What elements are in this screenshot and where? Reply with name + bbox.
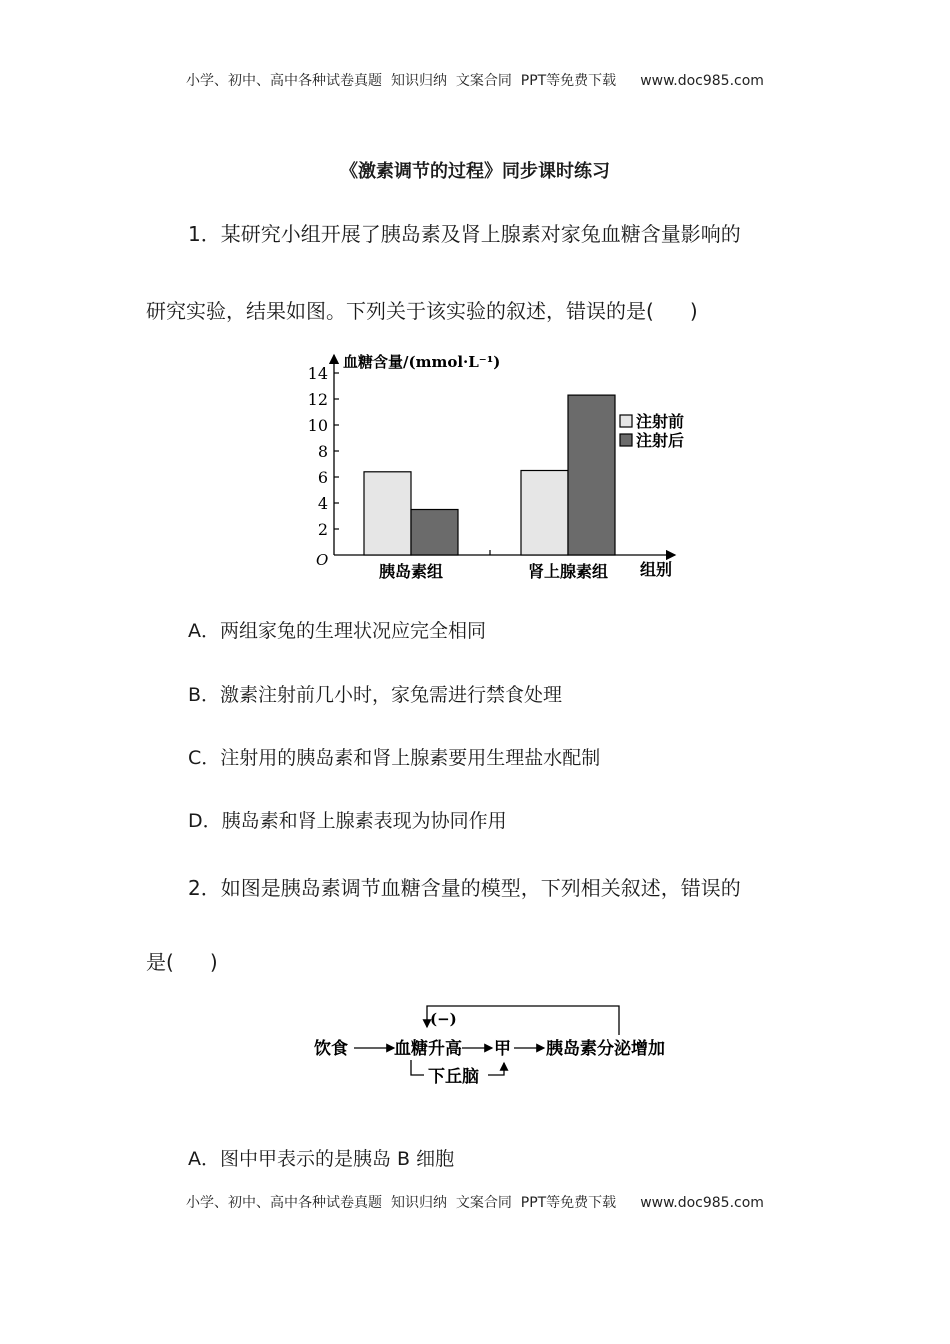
legend-swatch bbox=[620, 434, 632, 446]
legend-label: 注射后 bbox=[636, 431, 685, 450]
question-1-close-paren: ) bbox=[689, 299, 698, 323]
q2-option-a[interactable]: A．图中甲表示的是胰岛 B 细胞 bbox=[188, 1148, 455, 1170]
footer-url[interactable]: www.doc985.com bbox=[640, 1195, 764, 1211]
question-2-stem-end: 是( bbox=[146, 950, 174, 974]
bar-注射前-胰岛素组 bbox=[364, 472, 411, 555]
y-tick-label: 2 bbox=[317, 520, 328, 539]
node-insulin-increase: 胰岛素分泌增加 bbox=[546, 1039, 665, 1059]
arrow-hypothalamus-to-jia bbox=[488, 1063, 504, 1075]
category-label: 胰岛素组 bbox=[378, 562, 444, 581]
q1-option-b[interactable]: B．激素注射前几小时，家兔需进行禁食处理 bbox=[188, 684, 563, 706]
connector-glucose-to-hypothalamus bbox=[411, 1060, 424, 1075]
node-blood-glucose-rise: 血糖升高 bbox=[394, 1039, 462, 1059]
node-hypothalamus: 下丘脑 bbox=[428, 1067, 479, 1087]
page-header bbox=[0, 70, 950, 90]
negative-feedback-label: (−) bbox=[430, 1010, 457, 1028]
question-2-line-1: 2．如图是胰岛素调节血糖含量的模型，下列相关叙述，错误的 bbox=[188, 876, 741, 900]
node-jia: 甲 bbox=[494, 1039, 511, 1059]
header-text: 小学、初中、高中各种试卷真题 知识归纳 文案合同 PPT等免费下载 bbox=[186, 73, 617, 89]
chart-axes bbox=[308, 353, 675, 579]
category-label: 肾上腺素组 bbox=[527, 562, 609, 581]
bar-注射前-肾上腺素组 bbox=[521, 471, 568, 556]
question-1-stem-end: 研究实验，结果如图。下列关于该实验的叙述，错误的是( bbox=[146, 299, 654, 323]
legend-label: 注射前 bbox=[636, 412, 685, 431]
x-axis-label: 组别 bbox=[640, 560, 673, 579]
footer-text: 小学、初中、高中各种试卷真题 知识归纳 文案合同 PPT等免费下载 bbox=[186, 1195, 617, 1211]
question-2-close-paren: ) bbox=[209, 950, 218, 974]
y-tick-label: 14 bbox=[307, 364, 328, 383]
page-footer bbox=[0, 1192, 950, 1212]
question-2-line-2 bbox=[146, 946, 218, 975]
blood-glucose-bar-chart bbox=[300, 345, 700, 585]
page-title: 《激素调节的过程》同步课时练习 bbox=[340, 161, 610, 182]
y-tick-label: 12 bbox=[307, 390, 328, 409]
node-diet: 饮食 bbox=[314, 1039, 348, 1059]
q1-option-a[interactable]: A．两组家兔的生理状况应完全相同 bbox=[188, 620, 486, 642]
y-axis-label: 血糖含量/(mmol·L⁻¹) bbox=[343, 353, 501, 371]
bar-注射后-胰岛素组 bbox=[411, 510, 458, 556]
origin-label: O bbox=[316, 551, 329, 569]
y-tick-label: 6 bbox=[317, 468, 328, 487]
chart-legend bbox=[620, 412, 684, 450]
bar-注射后-肾上腺素组 bbox=[568, 395, 615, 555]
legend-swatch bbox=[620, 415, 632, 427]
y-tick-label: 8 bbox=[317, 442, 328, 461]
y-tick-label: 4 bbox=[317, 494, 328, 513]
q1-option-c[interactable]: C．注射用的胰岛素和肾上腺素要用生理盐水配制 bbox=[188, 747, 601, 769]
question-1-line-1: 1．某研究小组开展了胰岛素及肾上腺素对家兔血糖含量影响的 bbox=[188, 222, 741, 246]
y-tick-label: 10 bbox=[307, 416, 328, 435]
question-1-line-2 bbox=[146, 295, 698, 324]
q1-option-d[interactable]: D．胰岛素和肾上腺素表现为协同作用 bbox=[188, 810, 507, 832]
header-url[interactable]: www.doc985.com bbox=[640, 73, 764, 89]
insulin-regulation-diagram bbox=[314, 1003, 694, 1095]
